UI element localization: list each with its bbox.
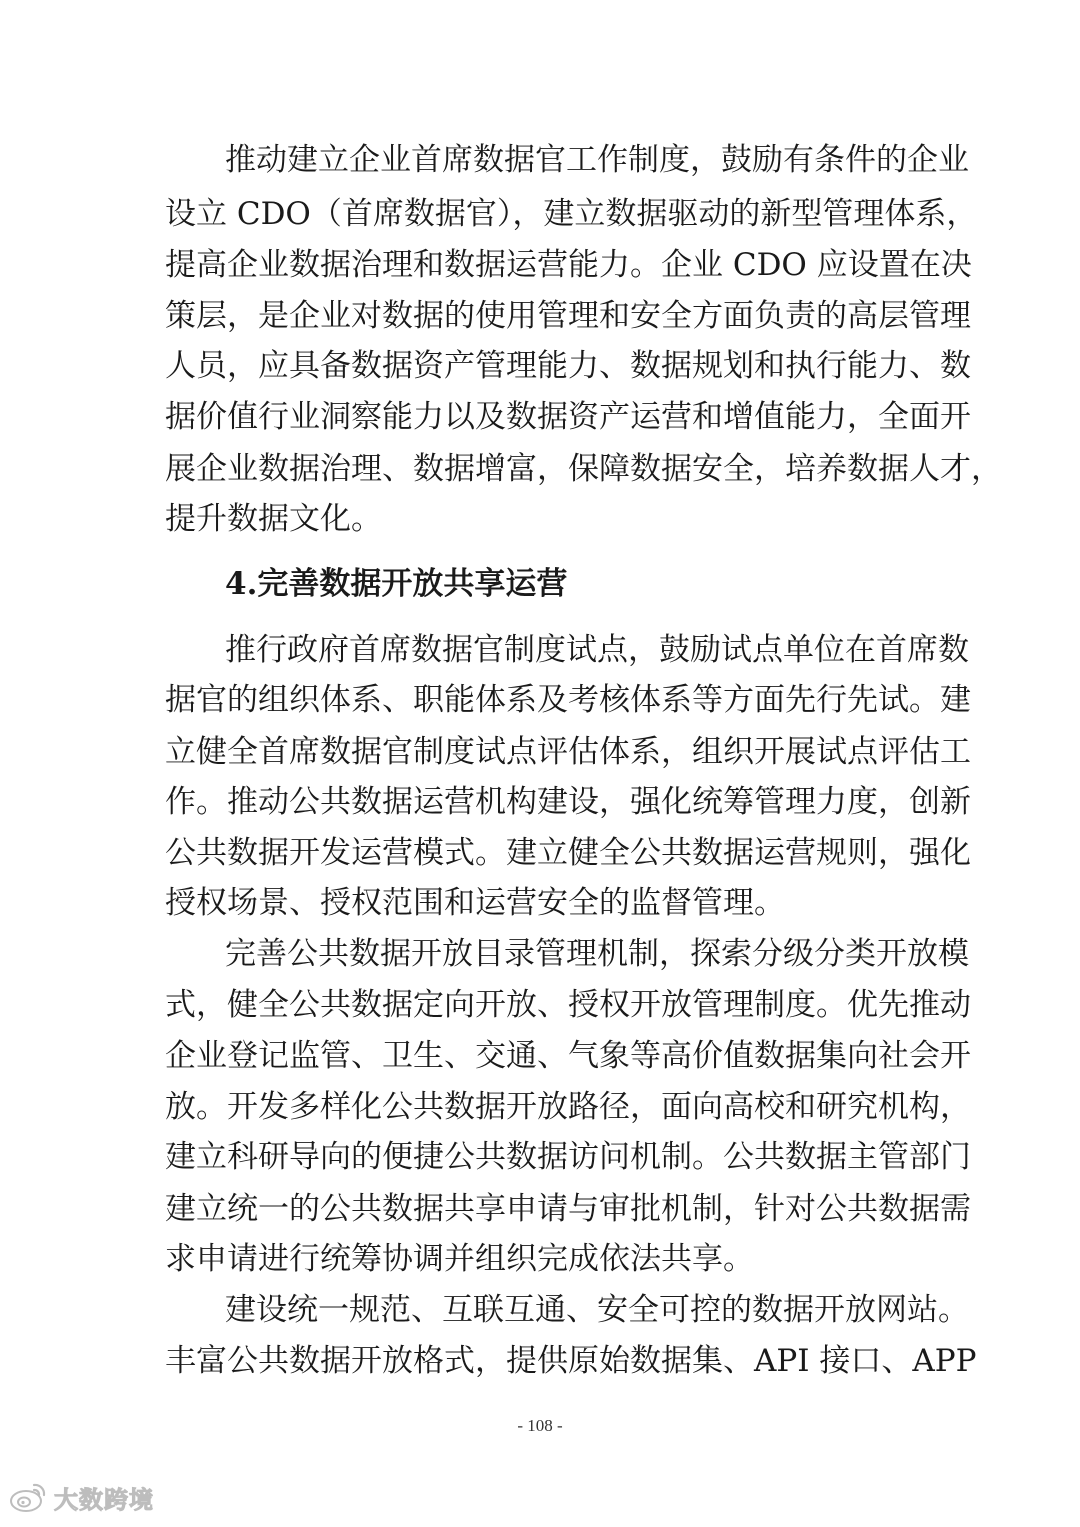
paragraph-1-line-4: 策层，是企业对数据的使用管理和安全方面负责的高层管理: [165, 298, 971, 334]
paragraph-4-line-2: 丰富公共数据开放格式，提供原始数据集、API 接口、APP: [165, 1343, 977, 1379]
paragraph-1-line-1: 推动建立企业首席数据官工作制度，鼓励有条件的企业: [225, 142, 969, 178]
paragraph-2-line-5: 公共数据开发运营模式。建立健全公共数据运营规则，强化: [165, 835, 971, 871]
paragraph-3-line-6: 建立统一的公共数据共享申请与审批机制，针对公共数据需: [165, 1191, 971, 1227]
paragraph-1-line-2: 设立 CDO（首席数据官），建立数据驱动的新型管理体系，: [165, 196, 978, 232]
watermark-text: 大数跨境: [54, 1485, 154, 1514]
paragraph-3-line-2: 式，健全公共数据定向开放、授权开放管理制度。优先推动: [165, 987, 971, 1023]
paragraph-1-line-8: 提升数据文化。: [165, 501, 382, 537]
paragraph-2-line-6: 授权场景、授权范围和运营安全的监督管理。: [165, 885, 785, 921]
paragraph-1-line-6: 据价值行业洞察能力以及数据资产运营和增值能力，全面开: [165, 399, 971, 435]
paragraph-3-line-7: 求申请进行统筹协调并组织完成依法共享。: [165, 1241, 754, 1277]
paragraph-2-line-3: 立健全首席数据官制度试点评估体系，组织开展试点评估工: [165, 734, 971, 770]
paragraph-3-line-1: 完善公共数据开放目录管理机制，探索分级分类开放模: [225, 936, 969, 972]
paragraph-3-line-5: 建立科研导向的便捷公共数据访问机制。公共数据主管部门: [165, 1139, 971, 1175]
paragraph-1-line-3: 提高企业数据治理和数据运营能力。企业 CDO 应设置在决: [165, 247, 972, 283]
section-heading: 4.完善数据开放共享运营: [225, 566, 568, 602]
paragraph-3-line-4: 放。开发多样化公共数据开放路径，面向高校和研究机构，: [165, 1089, 971, 1125]
paragraph-2-line-4: 作。推动公共数据运营机构建设，强化统筹管理力度，创新: [165, 784, 971, 820]
paragraph-2-line-1: 推行政府首席数据官制度试点，鼓励试点单位在首席数: [225, 632, 969, 668]
page-number: - 108 -: [517, 1416, 563, 1435]
paragraph-1-line-5: 人员，应具备数据资产管理能力、数据规划和执行能力、数: [165, 348, 971, 384]
paragraph-3-line-3: 企业登记监管、卫生、交通、气象等高价值数据集向社会开: [165, 1038, 971, 1074]
watermark: [8, 1477, 154, 1517]
paragraph-1-line-7: 展企业数据治理、数据增富，保障数据安全，培养数据人才，: [165, 451, 1002, 487]
weibo-logo-icon: [8, 1480, 48, 1514]
paragraph-2-line-2: 据官的组织体系、职能体系及考核体系等方面先行先试。建: [165, 682, 971, 718]
paragraph-4-line-1: 建设统一规范、互联互通、安全可控的数据开放网站。: [225, 1292, 969, 1328]
